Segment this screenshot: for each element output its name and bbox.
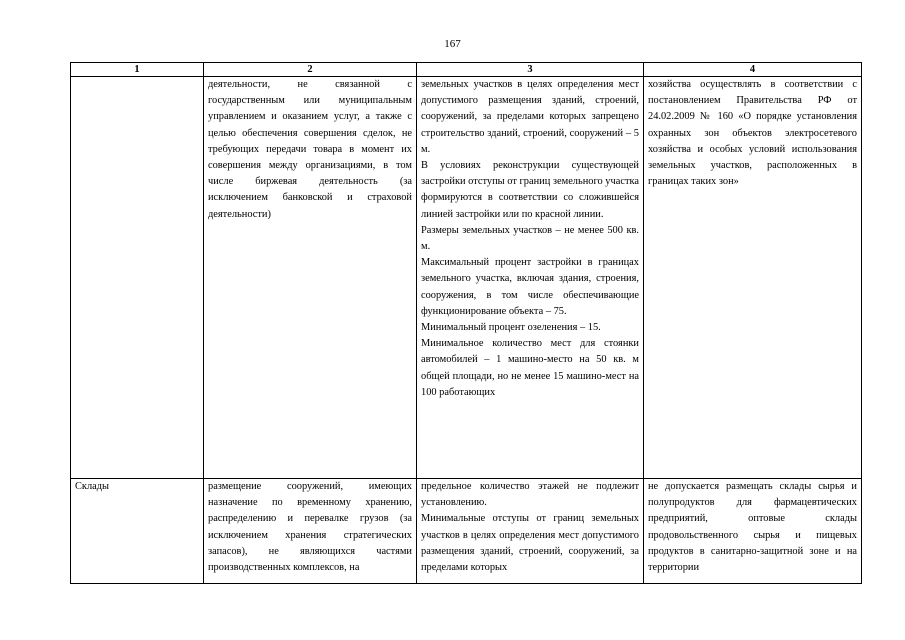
use-description-text: размещение сооружений, имеющих назначение по временному хранению, распределению и перевалке грузов (за исключением хранения стратегических запасов), не являющихся частями производственных комплексов, на	[208, 481, 412, 574]
use-type-text: Склады	[75, 481, 110, 492]
column-header-3: 3	[417, 63, 644, 77]
restrictions-text: не допускается размещать склады сырья и полупродуктов для фармацевтических предприятий, оптовые склады продовольственного сырья и пищевых продуктов в санитарно-защитной зоне и на территории	[648, 481, 857, 574]
restrictions-cell: хозяйства осуществлять в соответствии с постановлением Правительства РФ от 24.02.2009 № 160 «О порядке установления охранных зон объектов электросетевого хозяйства и особых условий использования земельных участков, расположенных в границах таких зон»	[644, 77, 862, 479]
restrictions-cell	[644, 479, 862, 584]
parameter-paragraph: В условиях реконструкции существующей застройки отступы от границ земельного участка формируются в соответствии со сложившейся линией застройки или по красной линии.	[421, 160, 639, 220]
parameter-paragraph: Размеры земельных участков – не менее 500 кв. м.	[421, 224, 639, 253]
use-description-cell	[204, 479, 417, 584]
table-row	[71, 479, 862, 584]
parameter-paragraph: предельное количество этажей не подлежит установлению.	[421, 481, 639, 509]
parameter-paragraph: земельных участков в целях определения мест допустимого размещения зданий, строений, сооружений, за пределами которых запрещено строительство зданий, строений, сооружений – 5 м.	[421, 79, 639, 155]
land-use-table	[70, 62, 862, 584]
column-header-4: 4	[644, 63, 862, 77]
table-row	[71, 77, 862, 479]
use-type-cell	[71, 77, 204, 479]
parameter-paragraph: Минимальные отступы от границ земельных участков в целях определения мест допустимого размещения зданий, строений, сооружений, за пределами которых	[421, 513, 639, 574]
parameter-paragraph: Минимальное количество мест для стоянки автомобилей – 1 машино-место на 50 кв. м общей площади, но не менее 15 машино-мест на 100 работающих	[421, 338, 639, 398]
table-header-row	[71, 63, 862, 77]
parameters-clip	[421, 479, 639, 583]
column-header-2: 2	[204, 63, 417, 77]
parameters-cell	[417, 479, 644, 584]
page-number: 167	[444, 38, 461, 50]
use-description-cell: деятельности, не связанной с государственным или муниципальным управлением и оказанием услуг, а также с целью обеспечения совершения сделок, не требующих передачи товара в момент их совершения между организациями, в том числе биржевая деятельность (за исключением банковской и страховой деятельности)	[204, 77, 417, 479]
parameters-cell	[417, 77, 644, 479]
use-type-cell	[71, 479, 204, 584]
parameter-paragraph: Максимальный процент застройки в границах земельного участка, включая здания, строения, сооружения, в том числе обеспечивающие функционирование объекта – 75.	[421, 257, 639, 317]
column-header-1: 1	[71, 63, 204, 77]
parameter-paragraph: Минимальный процент озеленения – 15.	[421, 322, 601, 334]
